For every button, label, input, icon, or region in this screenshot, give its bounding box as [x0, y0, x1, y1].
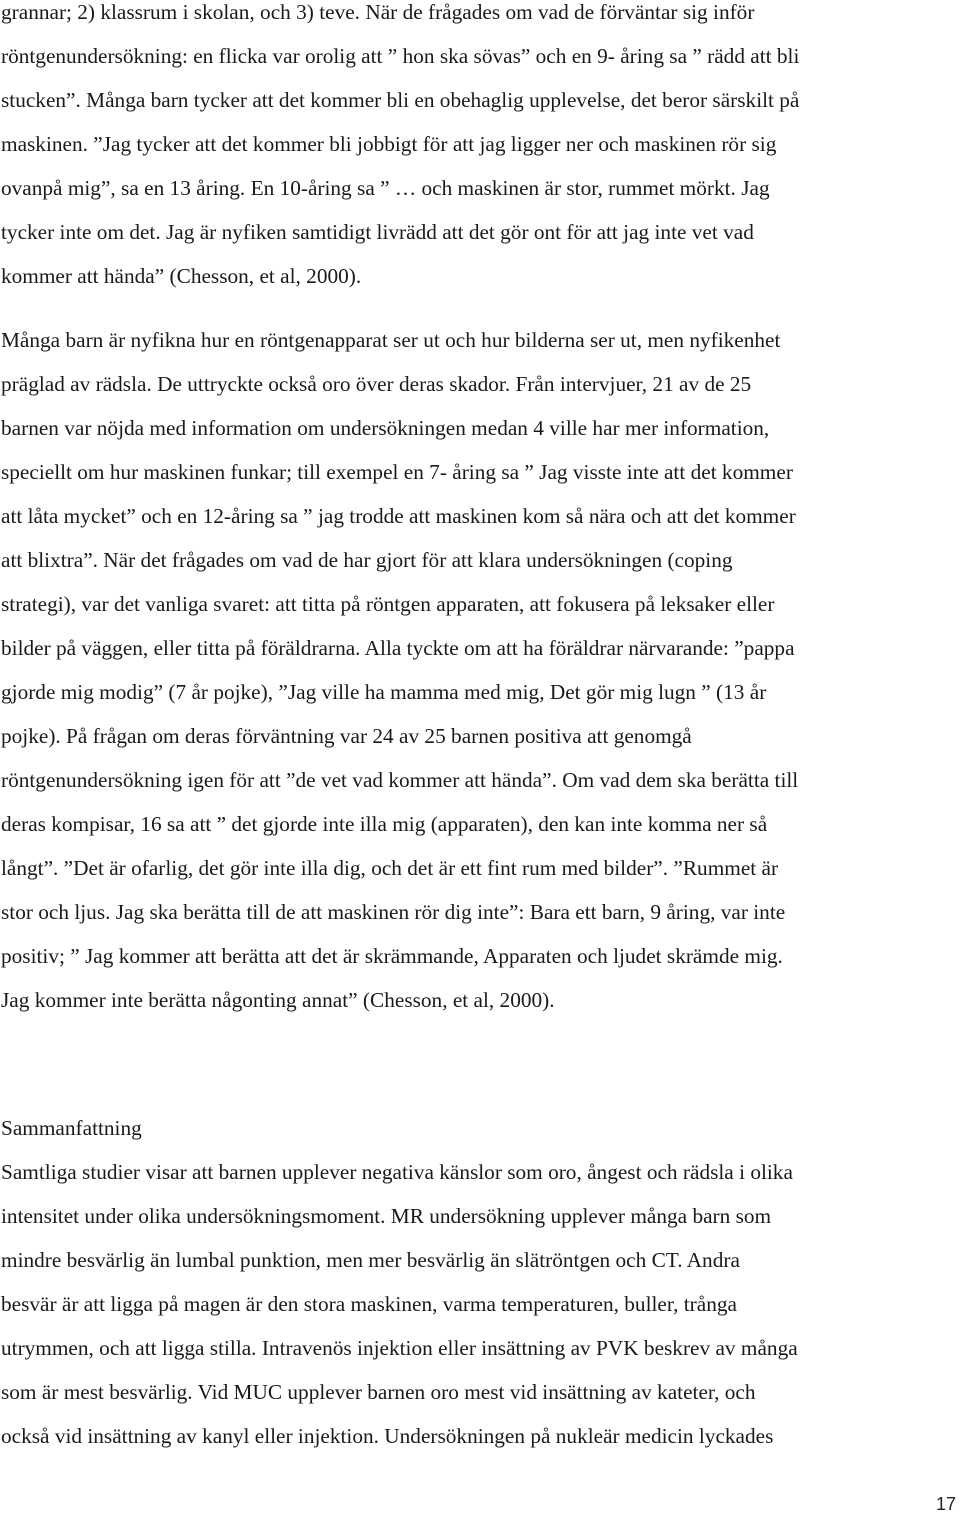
text-line: som är mest besvärlig. Vid MUC upplever barnen oro mest vid insättning av kateter, och — [1, 1380, 756, 1404]
text-line: pojke). På frågan om deras förväntning var 24 av 25 barnen positiva att genomgå — [1, 724, 692, 748]
text-line: strategi), var det vanliga svaret: att titta på röntgen apparaten, att fokusera på leksaker eller — [1, 592, 775, 616]
text-line: att låta mycket” och en 12-åring sa ” jag trodde att maskinen kom så nära och att det kommer — [1, 504, 796, 528]
text-line: barnen var nöjda med information om undersökningen medan 4 ville har mer information, — [1, 416, 770, 440]
paragraph-curiosity-and-fear — [1, 318, 959, 1022]
text-line: att blixtra”. När det frågades om vad de har gjort för att klara undersökningen (coping — [1, 548, 733, 572]
text-line: röntgenundersökning: en flicka var orolig att ” hon ska sövas” och en 9- åring sa ” rädd att bli — [1, 44, 800, 68]
text-line: besvär är att ligga på magen är den stora maskinen, varma temperaturen, buller, trånga — [1, 1292, 737, 1316]
text-line: speciellt om hur maskinen funkar; till exempel en 7- åring sa ” Jag visste inte att det kommer — [1, 460, 793, 484]
text-line: deras kompisar, 16 sa att ” det gjorde inte illa mig (apparaten), den kan inte komma ner så — [1, 812, 768, 836]
page-number: 17 — [935, 1494, 956, 1514]
text-line: långt”. ”Det är ofarlig, det gör inte illa dig, och det är ett fint rum med bilder”. ”Rummet är — [1, 856, 779, 880]
text-line: Samtliga studier visar att barnen upplever negativa känslor som oro, ångest och rädsla i olika — [1, 1160, 793, 1184]
text-line: gjorde mig modig” (7 år pojke), ”Jag ville ha mamma med mig, Det gör mig lugn ” (13 år — [1, 680, 767, 704]
text-line: tycker inte om det. Jag är nyfiken samtidigt livrädd att det gör ont för att jag inte vet vad — [1, 220, 754, 244]
text-line: positiv; ” Jag kommer att berätta att det är skrämmande, Apparaten och ljudet skrämde mig. — [1, 944, 783, 968]
text-line: stucken”. Många barn tycker att det kommer bli en obehaglig upplevelse, det beror särskilt på — [1, 88, 800, 112]
text-line: maskinen. ”Jag tycker att det kommer bli jobbigt för att jag ligger ner och maskinen rör sig — [1, 132, 777, 156]
paragraph-interview-expectations — [1, 0, 959, 298]
section-heading: Sammanfattning — [1, 1116, 142, 1140]
text-line: Jag kommer inte berätta någonting annat” (Chesson, et al, 2000). — [1, 988, 555, 1012]
text-line: röntgenundersökning igen för att ”de vet vad kommer att hända”. Om vad dem ska berätta till — [1, 768, 799, 792]
text-line: mindre besvärlig än lumbal punktion, men mer besvärlig än slätröntgen och CT. Andra — [1, 1248, 740, 1272]
text-line: Många barn är nyfikna hur en röntgenapparat ser ut och hur bilderna ser ut, men nyfikenhet — [1, 328, 781, 352]
text-line: också vid insättning av kanyl eller injektion. Undersökningen på nukleär medicin lyckades — [1, 1424, 774, 1448]
text-line: präglad av rädsla. De uttryckte också oro över deras skador. Från intervjuer, 21 av de 25 — [1, 372, 752, 396]
paragraph-summary — [1, 1150, 959, 1458]
text-line: kommer att hända” (Chesson, et al, 2000). — [1, 264, 362, 288]
text-line: grannar; 2) klassrum i skolan, och 3) teve. När de frågades om vad de förväntar sig inför — [1, 0, 755, 24]
text-line: ovanpå mig”, sa en 13 åring. En 10-åring sa ” … och maskinen är stor, rummet mörkt. Jag — [1, 176, 770, 200]
text-line: intensitet under olika undersökningsmoment. MR undersökning upplever många barn som — [1, 1204, 772, 1228]
text-line: bilder på väggen, eller titta på föräldrarna. Alla tyckte om att ha föräldrar närvarande: ”pappa — [1, 636, 795, 660]
text-line: stor och ljus. Jag ska berätta till de att maskinen rör dig inte”: Bara ett barn, 9 åring, var inte — [1, 900, 786, 924]
text-line: utrymmen, och att ligga stilla. Intravenös injektion eller insättning av PVK beskrev av många — [1, 1336, 798, 1360]
